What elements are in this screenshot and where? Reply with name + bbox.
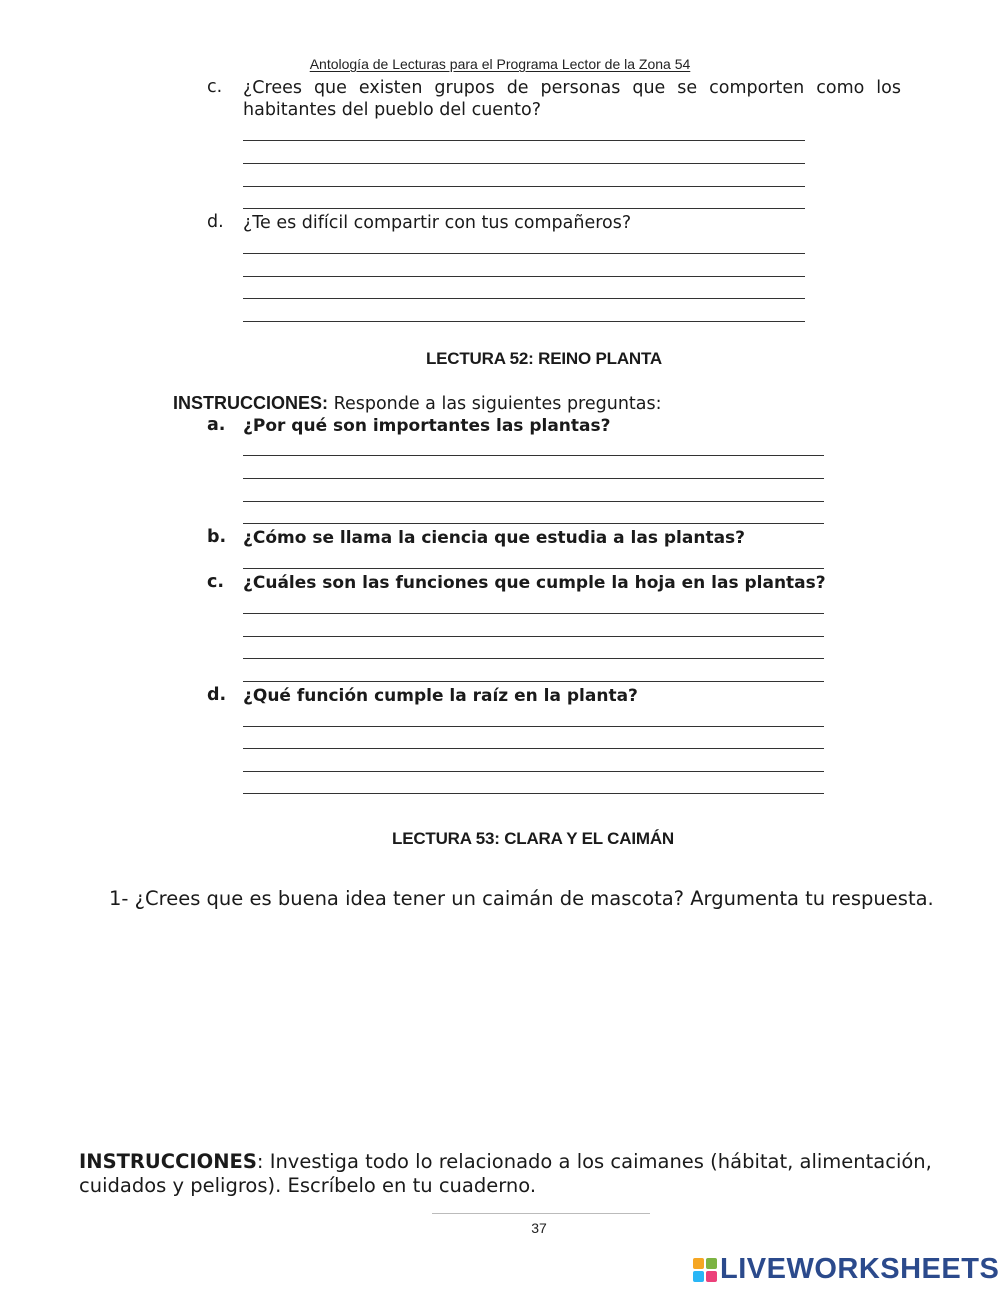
lectura-53-instructions	[79, 1150, 959, 1198]
answer-line[interactable]	[243, 276, 805, 277]
question-c-letter: c.	[207, 77, 223, 97]
lectura-53-title: LECTURA 53: CLARA Y EL CAIMÁN	[392, 829, 674, 848]
lectura-52-instructions	[173, 392, 662, 415]
question-a-text: ¿Por qué son importantes las plantas?	[243, 416, 611, 436]
answer-line[interactable]	[243, 793, 824, 794]
brand-name: LIVEWORKSHEETS	[720, 1253, 1000, 1285]
answer-line[interactable]	[243, 636, 824, 637]
answer-line[interactable]	[243, 681, 824, 682]
logo-tile	[706, 1271, 717, 1282]
question-c-line1: ¿Crees que existen grupos de personas que se comporten como los	[243, 78, 901, 98]
question-c-line2: habitantes del pueblo del cuento?	[243, 100, 542, 120]
footer-rule	[432, 1213, 650, 1214]
answer-line[interactable]	[243, 253, 805, 254]
question-d-text: ¿Te es difícil compartir con tus compañeros?	[243, 213, 632, 233]
question-d2-letter: d.	[207, 685, 227, 705]
answer-line[interactable]	[243, 208, 805, 209]
question-b-text: ¿Cómo se llama la ciencia que estudia a las plantas?	[243, 528, 746, 548]
logo-tile	[693, 1271, 704, 1282]
instructions-label: INSTRUCCIONES	[79, 1150, 257, 1173]
answer-line[interactable]	[243, 613, 824, 614]
logo-tile	[693, 1258, 704, 1269]
liveworksheets-logo-icon	[693, 1258, 717, 1282]
logo-tile	[706, 1258, 717, 1269]
answer-line[interactable]	[243, 568, 824, 569]
answer-line[interactable]	[243, 163, 805, 164]
question-a-letter: a.	[207, 415, 226, 435]
instructions-label: INSTRUCCIONES:	[173, 393, 329, 413]
question-d-letter: d.	[207, 212, 224, 232]
answer-line[interactable]	[243, 658, 824, 659]
page-number: 37	[531, 1220, 547, 1236]
answer-line[interactable]	[243, 748, 824, 749]
instructions-line1: : Investiga todo lo relacionado a los caimanes (hábitat, alimentación,	[256, 1150, 932, 1173]
lectura-53-question: 1- ¿Crees que es buena idea tener un caimán de mascota? Argumenta tu respuesta.	[109, 887, 934, 910]
answer-area[interactable]	[109, 1106, 949, 1146]
instructions-line2: cuidados y peligros). Escríbelo en tu cuaderno.	[79, 1174, 537, 1197]
answer-line[interactable]	[243, 726, 824, 727]
answer-line[interactable]	[243, 478, 824, 479]
answer-line[interactable]	[243, 321, 805, 322]
header-text: Antología de Lecturas para el Programa Lector de la Zona 54	[309, 56, 691, 72]
question-b-letter: b.	[207, 527, 227, 547]
question-d2-text: ¿Qué función cumple la raíz en la planta?	[243, 686, 638, 706]
question-c2-letter: c.	[207, 572, 225, 592]
page-header	[0, 56, 1000, 72]
answer-line[interactable]	[243, 186, 805, 187]
liveworksheets-brand	[693, 1253, 999, 1286]
answer-line[interactable]	[243, 455, 824, 456]
answer-line[interactable]	[243, 523, 824, 524]
answer-line[interactable]	[243, 501, 824, 502]
instructions-text: Responde a las siguientes preguntas:	[328, 394, 662, 414]
answer-line[interactable]	[243, 771, 824, 772]
question-c2-text: ¿Cuáles son las funciones que cumple la hoja en las plantas?	[243, 573, 826, 593]
lectura-52-title: LECTURA 52: REINO PLANTA	[425, 349, 663, 368]
answer-line[interactable]	[243, 140, 805, 141]
answer-line[interactable]	[243, 298, 805, 299]
